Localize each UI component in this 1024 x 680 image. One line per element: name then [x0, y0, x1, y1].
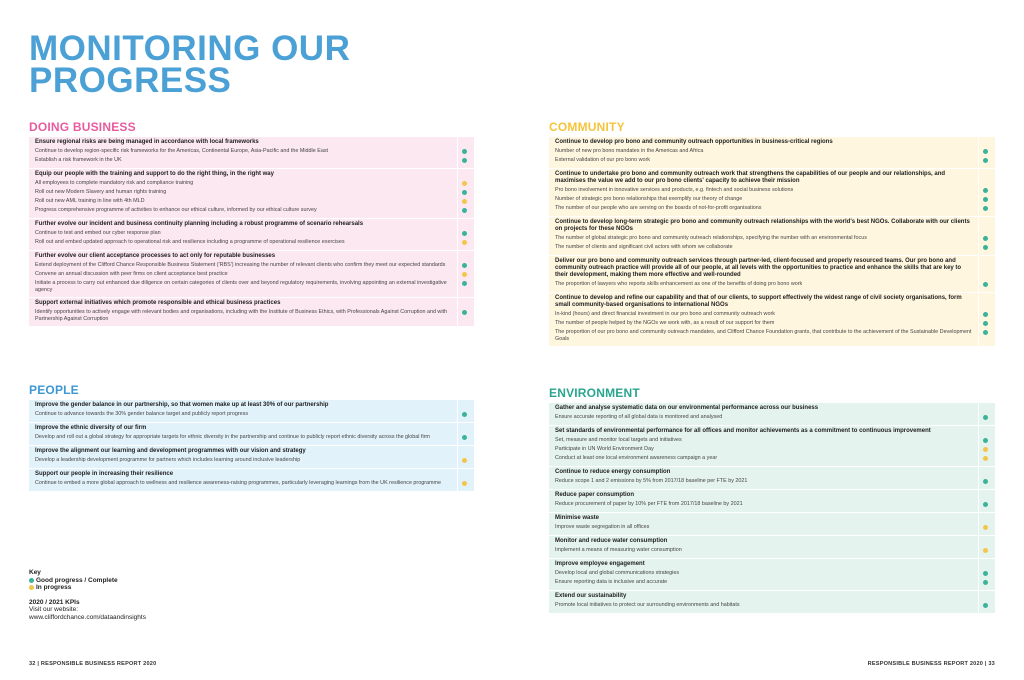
kpi-group — [29, 446, 474, 469]
kpi-row — [555, 500, 975, 509]
community-table — [549, 137, 995, 347]
kpi-group — [549, 513, 995, 536]
kpi-group-heading: Further evolve our client acceptance processes to act only for reputable businesses — [35, 253, 276, 259]
good-progress-dot-icon — [983, 236, 988, 241]
kpi-group-heading: Ensure regional risks are being managed in accordance with local frameworks — [35, 139, 259, 145]
kpi-group — [29, 219, 474, 251]
kpi-group — [549, 426, 995, 467]
in-progress-dot-icon — [462, 481, 467, 486]
kpi-row-text: Develop and roll out a global strategy for appropriate targets for ethnic diversity in the partnership and continue to publicly report ethnic diversity across the global firm — [35, 434, 430, 440]
kpi-group — [549, 293, 995, 347]
key-good-label: Good progress / Complete — [36, 576, 118, 584]
kpi-row — [555, 156, 975, 165]
kpi-group-heading: Improve the alignment our learning and development programmes with our vision and strategy — [35, 448, 306, 454]
kpi-row — [555, 523, 975, 532]
kpi-row — [555, 454, 975, 463]
good-progress-dot-icon — [983, 580, 988, 585]
kpi-row-text: Develop local and global communications strategies — [555, 570, 680, 576]
kpi-group-heading: Set standards of environmental performance for all offices and monitor achievements as a commitment to continuous improvement — [555, 428, 931, 434]
good-progress-dot-icon — [983, 149, 988, 154]
kpi-row — [35, 261, 454, 270]
kpi-group — [549, 169, 995, 217]
kpi-row — [35, 206, 454, 215]
kpi-group-heading: Deliver our pro bono and community outreach services through partner-led, client-focused and properly resourced teams. Our pro bono and community outreach practice will provide all of our people, at all levels with the opportunities to practice and enhance the skills that are key to their development, making them more effective and well-rounded — [555, 258, 962, 278]
good-progress-dot-icon — [983, 321, 988, 326]
kpi-group — [549, 490, 995, 513]
kpi-group-heading: Equip our people with the training and support to do the right thing, in the right way — [35, 171, 274, 177]
kpi-group — [29, 298, 474, 327]
in-progress-dot-icon — [983, 548, 988, 553]
kpi-row — [35, 229, 454, 238]
kpi-group — [549, 536, 995, 559]
kpi-group — [549, 256, 995, 293]
good-progress-dot-icon — [983, 188, 988, 193]
good-progress-dot-icon — [462, 208, 467, 213]
good-progress-dot-icon — [983, 245, 988, 250]
kpi-row-text: Conduct at least one local environment awareness campaign a year — [555, 455, 718, 461]
kpi-group — [549, 591, 995, 614]
kpi-row — [555, 578, 975, 587]
kpi-row — [555, 310, 975, 319]
kpi-row-text: Implement a means of measuring water consumption — [555, 547, 682, 553]
people-title: PEOPLE — [29, 383, 79, 397]
good-progress-dot-icon — [462, 263, 467, 268]
good-progress-dot-icon — [462, 190, 467, 195]
kpi-group-heading: Further evolve our incident and business continuity planning including a robust programme of scenario rehearsals — [35, 221, 364, 227]
kpi-row-text: Ensure accurate reporting of all global data is monitored and analysed — [555, 414, 723, 420]
kpi-group-heading: Reduce paper consumption — [555, 492, 635, 498]
kpi-group-heading: Continue to develop and refine our capability and that of our clients, to support effectively the widest range of civil society organisations, form small community-based organisations to international NGOs — [555, 295, 962, 308]
kpi-group-heading: Support our people in increasing their resilience — [35, 471, 174, 477]
good-progress-dot-icon — [983, 603, 988, 608]
kpi-row-text: Set, measure and monitor local targets and initiatives — [555, 437, 682, 443]
good-progress-dot-icon — [462, 281, 467, 286]
kpi-row — [35, 156, 454, 165]
kpi-row-text: Continue to test and embed our cyber response plan — [35, 230, 161, 236]
kpi-row-text: Reduce scope 1 and 2 emissions by 5% from 2017/18 baseline per FTE by 2021 — [555, 478, 748, 484]
kpi-group — [29, 423, 474, 446]
people-table — [29, 400, 474, 492]
kpi-row-text: In-kind (hours) and direct financial investment in our pro bono and community outreach work — [555, 311, 775, 317]
kpi-row-text: Roll out new AML training in line with 4th MLD — [35, 198, 145, 204]
good-progress-dot-icon — [462, 435, 467, 440]
environment-table — [549, 403, 995, 614]
kpi-row-text: Reduce procurement of paper by 10% per FTE from 2017/18 baseline by 2021 — [555, 501, 743, 507]
page-title-line-1: MONITORING OUR — [29, 29, 351, 68]
good-progress-dot-icon — [983, 571, 988, 576]
kpi-row — [35, 479, 454, 488]
good-progress-dot-icon — [462, 231, 467, 236]
good-progress-dot-icon — [983, 438, 988, 443]
kpi-group-heading: Monitor and reduce water consumption — [555, 538, 668, 544]
kpi-row — [555, 147, 975, 156]
people-section — [29, 384, 474, 492]
good-progress-dot-icon — [983, 282, 988, 287]
footer-left: 32 | RESPONSIBLE BUSINESS REPORT 2020 — [29, 661, 157, 667]
in-progress-dot-icon — [462, 240, 467, 245]
in-progress-dot-icon — [29, 585, 34, 590]
kpi-row-text: Promote local initiatives to protect our surrounding environments and habitats — [555, 602, 740, 608]
kpi-row-text: Pro bono involvement in innovative services and products, e.g. fintech and social business solutions — [555, 187, 794, 193]
in-progress-dot-icon — [462, 458, 467, 463]
kpi-row-text: Number of strategic pro bono relationships that exemplify our theory of change — [555, 196, 743, 202]
kpi-row-text: The number of people helped by the NGOs we work with, as a result of our support for them — [555, 320, 775, 326]
kpi-group — [29, 137, 474, 169]
kpi-group-heading: Improve the ethnic diversity of our firm — [35, 425, 147, 431]
kpi-row — [35, 188, 454, 197]
good-progress-dot-icon — [462, 149, 467, 154]
kpi-row-text: Ensure reporting data is inclusive and accurate — [555, 579, 668, 585]
kpi-row-text: The number of clients and significant civil actors with whom we collaborate — [555, 244, 733, 250]
kpi-row — [555, 546, 975, 555]
visit-text: Visit our website: — [29, 606, 79, 613]
kpi-group — [29, 469, 474, 492]
environment-title: ENVIRONMENT — [549, 386, 640, 400]
kpi-group-heading: Improve employee engagement — [555, 561, 645, 567]
kpi-row — [35, 147, 454, 156]
kpi-row — [35, 238, 454, 247]
kpi-row-text: The number of our people who are serving on the boards of not-for-profit organisations — [555, 205, 762, 211]
kpi-row-text: Identify opportunities to actively engage with relevant bodies and organisations, including with the Institute of Business Ethics, with Professionals Against Corruption and with Partnership Against Corruption — [35, 309, 448, 322]
kpi-row — [555, 601, 975, 610]
kpi-row — [555, 445, 975, 454]
kpi-group-heading: Support external initiatives which promote responsible and ethical business practices — [35, 300, 281, 306]
good-progress-dot-icon — [462, 310, 467, 315]
key-legend — [29, 569, 229, 621]
page-title — [29, 29, 449, 100]
kpi-row — [555, 413, 975, 422]
good-progress-dot-icon — [983, 415, 988, 420]
website-link[interactable]: www.cliffordchance.com/dataandinsights — [29, 613, 146, 621]
kpi-group-heading: Continue to develop pro bono and community outreach opportunities in business-critical regions — [555, 139, 833, 145]
key-good-row — [29, 577, 229, 585]
kpi-group — [29, 169, 474, 219]
kpi-row — [555, 204, 975, 213]
good-progress-dot-icon — [983, 479, 988, 484]
kpi-group-heading: Continue to develop long-term strategic pro bono and community outreach relationships with the world's best NGOs. Collaborate with our clients on projects for these NGOs — [555, 219, 970, 232]
kpi-row-text: The proportion of our pro bono and community outreach mandates, and Clifford Chance Foundation grants, that contribute to the achievement of the Sustainable Development Goals — [555, 329, 972, 342]
in-progress-dot-icon — [983, 456, 988, 461]
kpi-row-text: Roll out new Modern Slavery and human rights training — [35, 189, 167, 195]
kpi-group-heading: Extend our sustainability — [555, 593, 627, 599]
kpi-row-text: Convene an annual discussion with peer firms on client acceptance best practice — [35, 271, 228, 277]
good-progress-dot-icon — [983, 312, 988, 317]
doing-business-title: DOING BUSINESS — [29, 120, 136, 134]
kpi-title: 2020 / 2021 KPIs — [29, 598, 80, 606]
kpi-group-heading: Minimise waste — [555, 515, 600, 521]
good-progress-dot-icon — [462, 412, 467, 417]
kpi-row — [555, 234, 975, 243]
kpi-row-text: External validation of our pro bono work — [555, 157, 650, 163]
doing-business-table — [29, 137, 474, 327]
kpi-group-heading: Gather and analyse systematic data on our environmental performance across our business — [555, 405, 819, 411]
kpi-row-text: All employees to complete mandatory risk and compliance training — [35, 180, 194, 186]
kpi-group-heading: Continue to undertake pro bono and community outreach work that strengthens the capabilities of our people and our relationships, and maximises the value we add to our pro bono clients' capacity to achieve their mission — [555, 171, 946, 184]
kpi-row-text: The number of global strategic pro bono and community outreach relationships, specifying the number with an environmental focus — [555, 235, 867, 241]
kpi-row — [35, 410, 454, 419]
kpi-row-text: Number of new pro bono mandates in the Americas and Africa — [555, 148, 704, 154]
kpi-group — [549, 217, 995, 256]
kpi-row — [35, 179, 454, 188]
good-progress-dot-icon — [462, 158, 467, 163]
kpi-row-text: Continue to embed a more global approach to wellness and resilience awareness-raising programmes, particularly leveraging learnings from the UK resilience programme — [35, 480, 441, 486]
good-progress-dot-icon — [983, 206, 988, 211]
key-progress-row — [29, 584, 229, 592]
kpi-row-text: Continue to develop region-specific risk frameworks for the Americas, Continental Europe, Asia-Pacific and the Middle East — [35, 148, 329, 154]
kpi-row — [35, 433, 454, 442]
good-progress-dot-icon — [983, 197, 988, 202]
kpi-row — [555, 243, 975, 252]
kpi-group — [549, 559, 995, 591]
key-progress-label: In progress — [36, 584, 72, 591]
kpi-row-text: Participate in UN World Environment Day — [555, 446, 654, 452]
community-title: COMMUNITY — [549, 120, 625, 134]
kpi-row-text: Extend deployment of the Clifford Chance Responsible Business Statement ('RBS') increasing the number of relevant clients who confirm they meet our expected standards — [35, 262, 446, 268]
kpi-group — [549, 467, 995, 490]
in-progress-dot-icon — [462, 199, 467, 204]
good-progress-dot-icon — [983, 330, 988, 335]
kpi-group — [29, 251, 474, 298]
kpi-row — [555, 195, 975, 204]
kpi-group — [549, 403, 995, 426]
good-progress-dot-icon — [29, 578, 34, 583]
kpi-row — [555, 477, 975, 486]
in-progress-dot-icon — [462, 181, 467, 186]
kpi-row-text: Improve waste segregation in all offices — [555, 524, 650, 530]
community-section — [549, 121, 995, 347]
in-progress-dot-icon — [983, 525, 988, 530]
in-progress-dot-icon — [462, 272, 467, 277]
footer-right: RESPONSIBLE BUSINESS REPORT 2020 | 33 — [867, 661, 995, 667]
good-progress-dot-icon — [983, 502, 988, 507]
kpi-row-text: Establish a risk framework in the UK — [35, 157, 122, 163]
kpi-row — [35, 270, 454, 279]
kpi-row-text: Initiate a process to carry out enhanced due diligence on certain categories of clients over and beyond regulatory requirements, involving appointing an external investigative agency — [35, 280, 447, 293]
kpi-row-text: Develop a leadership development programme for partners which includes learning around inclusive leadership — [35, 457, 301, 463]
kpi-row-text: Progress comprehensive programme of activities to enhance our ethical culture, informed by our ethical culture survey — [35, 207, 317, 213]
kpi-row — [35, 279, 454, 294]
environment-section — [549, 387, 995, 614]
page-title-line-2: PROGRESS — [29, 61, 232, 100]
kpi-row — [555, 328, 975, 343]
kpi-group-heading: Improve the gender balance in our partnership, so that women make up at least 30% of our partnership — [35, 402, 329, 408]
kpi-row — [35, 308, 454, 323]
kpi-row — [555, 186, 975, 195]
kpi-row-text: The proportion of lawyers who reports skills enhancement as one of the benefits of doing pro bono work — [555, 281, 803, 287]
in-progress-dot-icon — [983, 447, 988, 452]
key-title: Key — [29, 569, 41, 576]
kpi-row — [35, 456, 454, 465]
kpi-row — [555, 280, 975, 289]
kpi-row-text: Continue to advance towards the 30% gender balance target and publicly report progress — [35, 411, 249, 417]
good-progress-dot-icon — [983, 158, 988, 163]
kpi-row-text: Roll out and embed updated approach to operational risk and resilience including a programme of operational resilience exercises — [35, 239, 345, 245]
kpi-group — [29, 400, 474, 423]
kpi-row — [555, 569, 975, 578]
kpi-row — [555, 436, 975, 445]
kpi-row — [555, 319, 975, 328]
doing-business-section — [29, 121, 474, 327]
kpi-group-heading: Continue to reduce energy consumption — [555, 469, 671, 475]
kpi-row — [35, 197, 454, 206]
kpi-group — [549, 137, 995, 169]
